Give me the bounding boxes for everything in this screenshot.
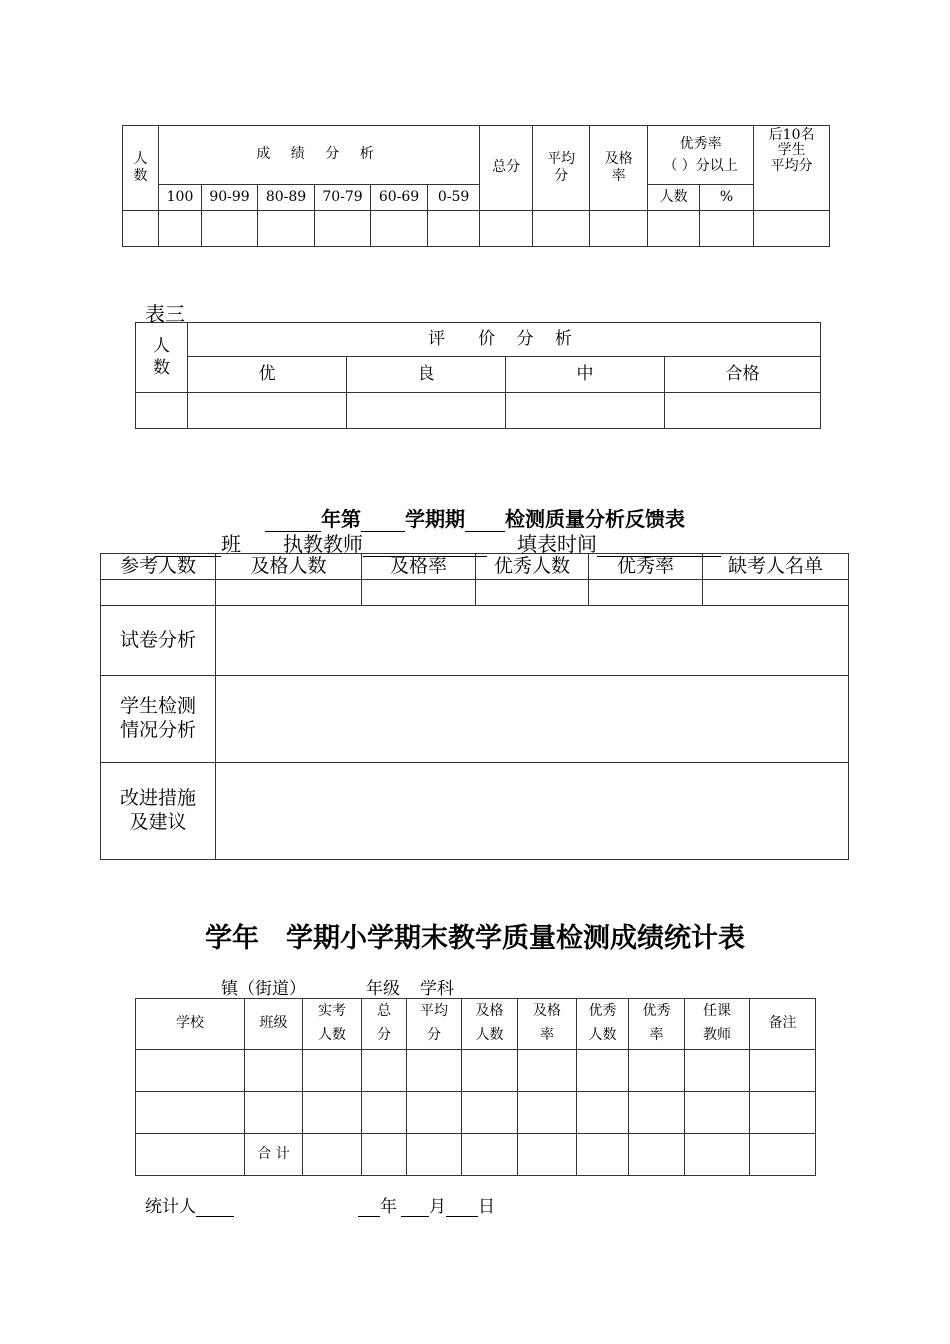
blank[interactable] xyxy=(358,1200,380,1217)
header-excellent-rate: 优秀 率 xyxy=(629,999,685,1050)
table-row xyxy=(136,393,821,429)
table-cell[interactable] xyxy=(700,211,754,247)
pass-rate-header: 及格 率 xyxy=(590,126,648,211)
table-cell[interactable] xyxy=(703,580,849,606)
blank[interactable] xyxy=(401,1200,429,1217)
table-cell[interactable] xyxy=(362,580,476,606)
table-cell[interactable] xyxy=(480,211,533,247)
table-cell[interactable] xyxy=(533,211,590,247)
table-cell[interactable] xyxy=(476,580,589,606)
table-cell[interactable] xyxy=(136,1092,245,1134)
table-cell[interactable] xyxy=(245,1092,303,1134)
table-cell[interactable] xyxy=(685,1050,750,1092)
header-pass-rate: 及格 率 xyxy=(518,999,577,1050)
table-cell[interactable] xyxy=(407,1050,462,1092)
table-cell[interactable] xyxy=(590,211,648,247)
improvement-field[interactable] xyxy=(216,763,849,860)
header-excellent-count: 优秀 人数 xyxy=(577,999,629,1050)
table-row xyxy=(136,1050,816,1092)
header-pass-count: 及格人数 xyxy=(216,554,362,580)
header-excellent-count: 优秀人数 xyxy=(476,554,589,580)
table-cell[interactable] xyxy=(407,1134,462,1176)
excellent-rate-header: 优秀率 （ ）分以上 xyxy=(648,126,754,185)
table-cell[interactable] xyxy=(123,211,159,247)
table-cell[interactable] xyxy=(629,1092,685,1134)
grade-medium: 中 xyxy=(506,357,665,393)
table-cell[interactable] xyxy=(506,393,665,429)
table-cell[interactable] xyxy=(648,211,700,247)
table-cell[interactable] xyxy=(518,1050,577,1092)
table-cell[interactable] xyxy=(685,1092,750,1134)
table-cell[interactable] xyxy=(750,1134,816,1176)
table-row xyxy=(136,1134,816,1176)
bottom10-header: 后10名 学生 平均分 xyxy=(754,126,830,211)
score-analysis-table xyxy=(122,125,830,247)
renshu-header: 人 数 xyxy=(123,126,159,211)
header-actual-count: 实考 人数 xyxy=(303,999,362,1050)
excellent-percent-header: % xyxy=(700,185,754,211)
table-cell[interactable] xyxy=(665,393,821,429)
table-cell[interactable] xyxy=(577,1134,629,1176)
table-cell[interactable] xyxy=(577,1092,629,1134)
table-cell[interactable] xyxy=(362,1092,407,1134)
header-school: 学校 xyxy=(136,999,245,1050)
table-cell[interactable] xyxy=(315,211,371,247)
header-participants: 参考人数 xyxy=(101,554,216,580)
table-cell[interactable] xyxy=(303,1134,362,1176)
row-paper-analysis: 试卷分析 xyxy=(101,606,216,676)
header-average: 平均 分 xyxy=(407,999,462,1050)
table-cell[interactable] xyxy=(101,580,216,606)
row-improvement: 改进措施 及建议 xyxy=(101,763,216,860)
blank[interactable] xyxy=(163,982,221,999)
table-cell[interactable] xyxy=(136,1134,245,1176)
header-remarks: 备注 xyxy=(750,999,816,1050)
table-cell[interactable] xyxy=(407,1092,462,1134)
table-cell[interactable] xyxy=(202,211,258,247)
blank[interactable] xyxy=(454,982,500,999)
range-60-69: 60-69 xyxy=(371,185,428,211)
table-cell[interactable] xyxy=(216,580,362,606)
table-cell[interactable] xyxy=(159,211,202,247)
table-cell[interactable] xyxy=(258,211,315,247)
range-90-99: 90-99 xyxy=(202,185,258,211)
blank[interactable] xyxy=(336,982,366,999)
table-cell[interactable] xyxy=(462,1050,518,1092)
teacher-label: 执教教师 xyxy=(283,532,363,556)
table-cell[interactable] xyxy=(245,1050,303,1092)
grade-pass: 合格 xyxy=(665,357,821,393)
score-analysis-header: 成 绩 分 析 xyxy=(159,126,480,185)
renshu-header: 人 数 xyxy=(136,323,188,393)
class-label: 班 xyxy=(221,532,241,556)
table-row xyxy=(123,211,830,247)
table-cell[interactable] xyxy=(750,1092,816,1134)
time-label: 填表时间 xyxy=(517,532,597,556)
paper-analysis-field[interactable] xyxy=(216,606,849,676)
range-70-79: 70-79 xyxy=(315,185,371,211)
table-row xyxy=(136,1092,816,1134)
average-header: 平均 分 xyxy=(533,126,590,211)
row-student-analysis: 学生检测 情况分析 xyxy=(101,676,216,763)
evaluation-table xyxy=(135,322,821,429)
table-cell[interactable] xyxy=(303,1092,362,1134)
title-year: 年第 xyxy=(321,507,361,531)
total-label: 合 计 xyxy=(245,1134,303,1176)
evaluation-header: 评 价 分 析 xyxy=(188,323,821,357)
table-row xyxy=(101,580,849,606)
year-label: 年 xyxy=(380,1197,397,1217)
table-cell[interactable] xyxy=(685,1134,750,1176)
table-cell[interactable] xyxy=(371,211,428,247)
table-three-caption: 表三 xyxy=(145,302,185,326)
header-class: 班级 xyxy=(245,999,303,1050)
grade-good: 良 xyxy=(347,357,506,393)
table-cell[interactable] xyxy=(629,1050,685,1092)
stats-subtitle xyxy=(163,974,500,999)
table-cell[interactable] xyxy=(462,1092,518,1134)
table-cell[interactable] xyxy=(136,1050,245,1092)
stats-table xyxy=(135,998,816,1176)
header-pass-count: 及格 人数 xyxy=(462,999,518,1050)
header-teacher: 任课 教师 xyxy=(685,999,750,1050)
table-cell[interactable] xyxy=(750,1050,816,1092)
table-cell[interactable] xyxy=(303,1050,362,1092)
blank[interactable] xyxy=(196,1200,234,1217)
table-cell[interactable] xyxy=(629,1134,685,1176)
table-cell[interactable] xyxy=(362,1050,407,1092)
table-cell[interactable] xyxy=(428,211,480,247)
subject-label: 学科 xyxy=(420,979,454,999)
grade-excellent: 优 xyxy=(188,357,347,393)
excellent-count-header: 人数 xyxy=(648,185,700,211)
header-absent-list: 缺考人名单 xyxy=(703,554,849,580)
table-cell[interactable] xyxy=(362,1134,407,1176)
grade-label: 年级 xyxy=(366,979,400,999)
table-cell[interactable] xyxy=(589,580,703,606)
title-rest: 检测质量分析反馈表 xyxy=(505,507,685,531)
range-80-89: 80-89 xyxy=(258,185,315,211)
header-total: 总 分 xyxy=(362,999,407,1050)
feedback-table xyxy=(100,553,849,860)
table-cell[interactable] xyxy=(347,393,506,429)
header-pass-rate: 及格率 xyxy=(362,554,476,580)
table-cell[interactable] xyxy=(754,211,830,247)
header-excellent-rate: 优秀率 xyxy=(589,554,703,580)
stats-title: 学年 学期小学期末教学质量检测成绩统计表 xyxy=(205,923,745,954)
table-cell[interactable] xyxy=(518,1134,577,1176)
range-0-59: 0-59 xyxy=(428,185,480,211)
table-cell[interactable] xyxy=(577,1050,629,1092)
table-cell[interactable] xyxy=(136,393,188,429)
student-analysis-field[interactable] xyxy=(216,676,849,763)
range-100: 100 xyxy=(159,185,202,211)
stat-person-label: 统计人 xyxy=(145,1197,196,1217)
total-score-header: 总分 xyxy=(480,126,533,211)
title-term: 学期期 xyxy=(405,507,465,531)
town-label: 镇（街道） xyxy=(221,979,306,999)
table-cell[interactable] xyxy=(518,1092,577,1134)
stats-footer xyxy=(145,1192,495,1217)
blank[interactable] xyxy=(446,1200,478,1217)
day-label: 日 xyxy=(478,1197,495,1217)
month-label: 月 xyxy=(429,1197,446,1217)
table-cell[interactable] xyxy=(462,1134,518,1176)
table-cell[interactable] xyxy=(188,393,347,429)
